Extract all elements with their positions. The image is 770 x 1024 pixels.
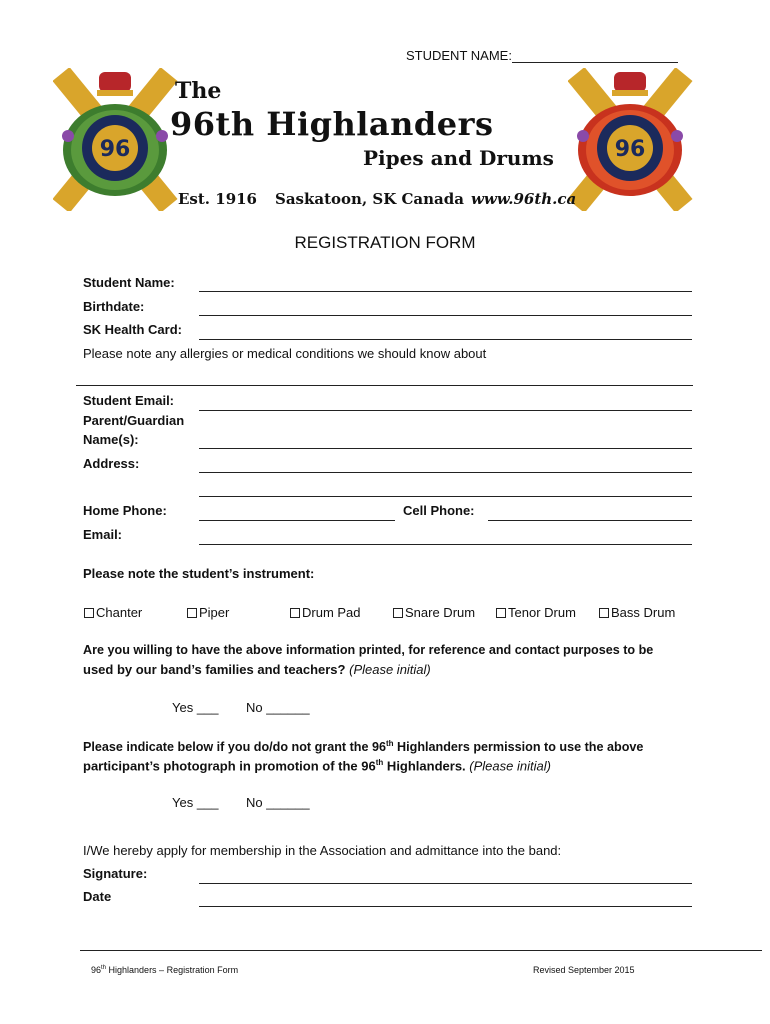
cell-phone-label: Cell Phone: <box>403 503 475 518</box>
instrument-option-bass-drum[interactable]: Bass Drum <box>599 605 675 620</box>
date-field[interactable] <box>199 906 692 907</box>
banner <box>53 68 693 211</box>
checkbox-icon[interactable] <box>393 608 403 618</box>
please-initial-note: (Please initial) <box>469 758 551 774</box>
address-field-line1[interactable] <box>199 472 692 473</box>
birthdate-label: Birthdate: <box>83 299 145 314</box>
allergies-field[interactable] <box>76 385 693 386</box>
please-initial-note: (Please initial) <box>349 662 431 677</box>
footer-divider <box>80 950 762 951</box>
student-email-field[interactable] <box>199 410 692 411</box>
photo-question-line1: Please indicate below if you do/do not grant the 96th Highlanders permission to use the above <box>83 739 644 755</box>
info-yes-initial[interactable]: Yes ___ <box>172 700 219 715</box>
instrument-prompt: Please note the student’s instrument: <box>83 566 315 581</box>
right-regimental-emblem-icon <box>568 68 693 211</box>
address-field-line2[interactable] <box>199 496 692 497</box>
birthdate-field[interactable] <box>199 315 692 316</box>
checkbox-icon[interactable] <box>84 608 94 618</box>
instrument-option-drum-pad[interactable]: Drum Pad <box>290 605 361 620</box>
info-no-initial[interactable]: No ______ <box>246 700 310 715</box>
photo-no-initial[interactable]: No ______ <box>246 795 310 810</box>
email-field[interactable] <box>199 544 692 545</box>
form-heading: REGISTRATION FORM <box>294 233 476 252</box>
photo-question-line2: participant’s photograph in promotion of the 96th Highlanders. (Please initial) <box>83 758 551 774</box>
guardian-field[interactable] <box>199 448 692 449</box>
home-phone-field[interactable] <box>199 520 395 521</box>
student-name-field[interactable] <box>199 291 692 292</box>
address-label: Address: <box>83 456 140 471</box>
info-question-line1: Are you willing to have the above information printed, for reference and contact purposes to be <box>83 643 654 657</box>
home-phone-label: Home Phone: <box>83 503 167 518</box>
banner-location: Saskatoon, SK Canada <box>275 190 464 208</box>
instrument-option-tenor-drum[interactable]: Tenor Drum <box>496 605 576 620</box>
health-card-field[interactable] <box>199 339 692 340</box>
banner-title: 96th Highlanders <box>170 105 494 143</box>
checkbox-icon[interactable] <box>599 608 609 618</box>
cell-phone-field[interactable] <box>488 520 692 521</box>
left-badge-number: 96 <box>99 137 131 162</box>
instrument-option-chanter[interactable]: Chanter <box>84 605 142 620</box>
photo-yes-initial[interactable]: Yes ___ <box>172 795 219 810</box>
instrument-option-piper[interactable]: Piper <box>187 605 229 620</box>
footer-left: 96th Highlanders – Registration Form <box>91 965 239 975</box>
student-name-top-label: STUDENT NAME: <box>406 48 512 63</box>
student-email-label: Student Email: <box>83 393 175 408</box>
guardian-label-line1: Parent/Guardian <box>83 413 185 428</box>
banner-established: Est. 1916 <box>178 190 257 208</box>
email-label: Email: <box>83 527 123 542</box>
guardian-label-line2: Name(s): <box>83 432 139 447</box>
instrument-option-snare-drum[interactable]: Snare Drum <box>393 605 475 620</box>
footer-right: Revised September 2015 <box>533 965 635 975</box>
checkbox-icon[interactable] <box>290 608 300 618</box>
banner-website: www.96th.ca <box>471 190 577 208</box>
checkbox-icon[interactable] <box>496 608 506 618</box>
date-label: Date <box>83 889 112 904</box>
banner-the: The <box>175 78 222 104</box>
allergies-note: Please note any allergies or medical conditions we should know about <box>83 346 487 361</box>
student-name-label: Student Name: <box>83 275 175 290</box>
checkbox-icon[interactable] <box>187 608 197 618</box>
signature-label: Signature: <box>83 866 148 881</box>
banner-subtitle: Pipes and Drums <box>363 146 554 170</box>
signature-field[interactable] <box>199 883 692 884</box>
info-question-line2: used by our band’s families and teachers? (Please initial) <box>83 662 431 677</box>
health-card-label: SK Health Card: <box>83 322 182 337</box>
left-regimental-emblem-icon <box>53 68 178 211</box>
membership-statement: I/We hereby apply for membership in the Association and admittance into the band: <box>83 843 562 858</box>
student-name-top-field[interactable] <box>512 62 678 63</box>
right-badge-number: 96 <box>614 137 646 162</box>
